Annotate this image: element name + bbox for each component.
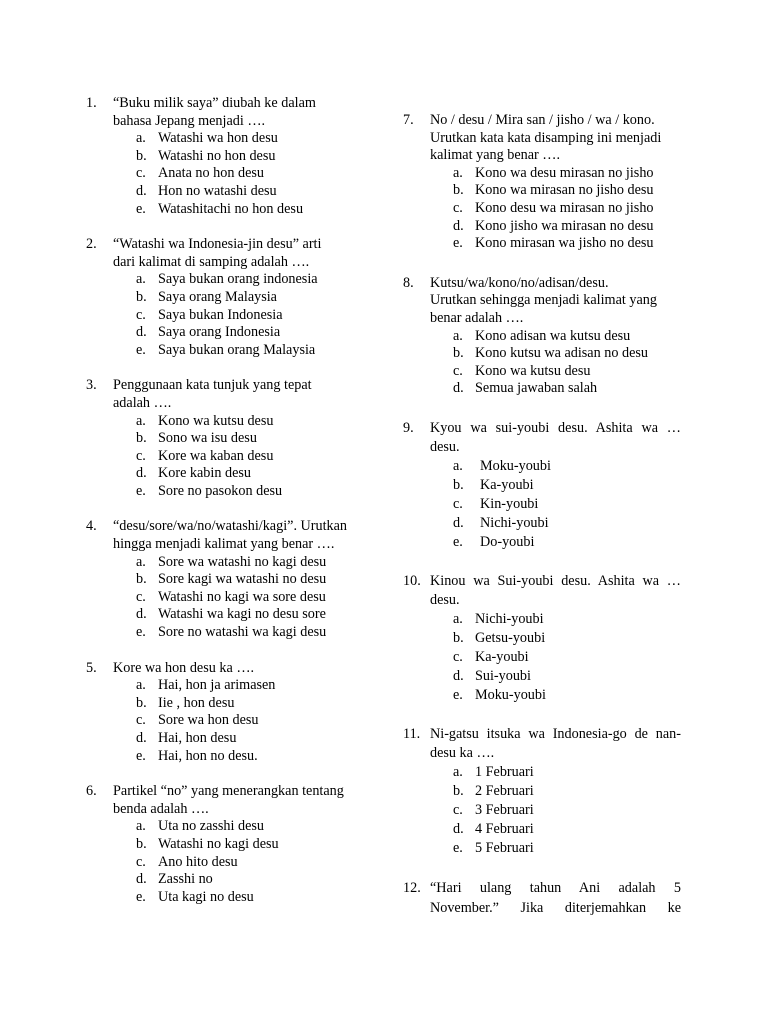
option-letter: b. bbox=[136, 430, 147, 447]
question-stem: Kore wa hon desu ka …. bbox=[113, 659, 255, 676]
option-text: Ano hito desu bbox=[158, 853, 238, 870]
option-letter: c. bbox=[453, 801, 463, 818]
question-stem: “Buku milik saya” diubah ke dalam bahasa Jepang menjadi …. bbox=[113, 95, 316, 129]
option-letter: e. bbox=[136, 624, 146, 641]
option-text: Sore no pasokon desu bbox=[158, 482, 283, 499]
option-letter: a. bbox=[453, 610, 463, 627]
option-e bbox=[430, 235, 681, 253]
option-text: 1 Februari bbox=[475, 763, 534, 780]
option-c bbox=[430, 495, 681, 514]
left-column bbox=[86, 95, 371, 906]
option-text: Watashitachi no hon desu bbox=[158, 200, 304, 217]
option-c bbox=[430, 648, 681, 667]
question-number: 3. bbox=[86, 377, 97, 394]
option-letter: d. bbox=[453, 514, 464, 531]
option-a bbox=[113, 677, 371, 695]
option-text: Watashi wa kagi no desu sore bbox=[158, 606, 326, 623]
question-stem: “desu/sore/wa/no/watashi/kagi”. Urutkan hingga menjadi kalimat yang benar …. bbox=[113, 518, 348, 553]
option-text: Semua jawaban salah bbox=[475, 380, 598, 397]
option-letter: d. bbox=[136, 871, 147, 888]
option-letter: e. bbox=[453, 235, 463, 252]
option-text: Uta no zasshi desu bbox=[158, 818, 264, 835]
option-letter: a. bbox=[136, 818, 146, 835]
option-d bbox=[113, 324, 371, 342]
question-number: 9. bbox=[403, 419, 414, 436]
question-8 bbox=[403, 275, 681, 398]
option-list bbox=[113, 677, 371, 765]
option-text: Iie , hon desu bbox=[158, 694, 235, 711]
option-text: Do-youbi bbox=[480, 533, 535, 550]
option-letter: d. bbox=[136, 606, 147, 623]
option-text: Sono wa isu desu bbox=[158, 430, 257, 447]
question-number: 1. bbox=[86, 95, 97, 111]
option-letter: d. bbox=[136, 730, 147, 746]
option-letter: c. bbox=[136, 853, 146, 870]
option-letter: a. bbox=[453, 763, 463, 780]
option-b bbox=[113, 289, 371, 307]
option-letter: d. bbox=[453, 667, 464, 684]
option-b bbox=[430, 345, 681, 363]
option-text: Sore wa watashi no kagi desu bbox=[158, 553, 327, 570]
option-text: 3 Februari bbox=[475, 801, 534, 818]
option-text: Kin-youbi bbox=[480, 495, 539, 512]
question-number: 4. bbox=[86, 518, 97, 535]
option-letter: b. bbox=[453, 345, 464, 362]
question-9 bbox=[403, 419, 681, 552]
option-c bbox=[113, 589, 371, 607]
option-list bbox=[113, 130, 371, 218]
question-number: 8. bbox=[403, 274, 414, 291]
option-letter: b. bbox=[136, 694, 147, 711]
option-e bbox=[113, 201, 371, 219]
option-list bbox=[430, 610, 681, 705]
option-text: Sore no watashi wa kagi desu bbox=[158, 624, 327, 641]
option-text: Hai, hon no desu. bbox=[158, 747, 258, 764]
question-stem: Kutsu/wa/kono/no/adisan/desu. Urutkan sehingga menjadi kalimat yang benar adalah …. bbox=[430, 274, 657, 326]
option-letter: c. bbox=[136, 588, 146, 605]
option-letter: d. bbox=[453, 217, 464, 234]
option-b bbox=[430, 182, 681, 200]
option-e bbox=[430, 533, 681, 552]
option-text: Getsu-youbi bbox=[475, 629, 546, 646]
option-text: Uta kagi no desu bbox=[158, 888, 254, 905]
option-letter: e. bbox=[453, 839, 463, 856]
question-7 bbox=[403, 112, 681, 253]
option-letter: d. bbox=[453, 820, 464, 837]
option-text: Nichi-youbi bbox=[475, 610, 544, 627]
option-text: Kono kutsu wa adisan no desu bbox=[475, 345, 648, 362]
option-b bbox=[113, 695, 371, 713]
option-a bbox=[430, 165, 681, 183]
option-text: Saya orang Malaysia bbox=[158, 288, 277, 305]
option-a bbox=[113, 413, 371, 431]
option-c bbox=[113, 165, 371, 183]
question-number: 6. bbox=[86, 783, 97, 800]
question-12 bbox=[403, 878, 681, 918]
option-b bbox=[113, 571, 371, 589]
option-c bbox=[113, 854, 371, 872]
option-letter: a. bbox=[453, 327, 463, 344]
option-letter: e. bbox=[136, 482, 146, 499]
option-d bbox=[430, 218, 681, 236]
option-text: Hon no watashi desu bbox=[158, 182, 277, 199]
question-number: 10. bbox=[403, 572, 421, 589]
option-letter: c. bbox=[453, 362, 463, 379]
option-letter: c. bbox=[453, 495, 463, 512]
option-text: Saya bukan Indonesia bbox=[158, 306, 283, 323]
option-text: Zasshi no bbox=[158, 871, 213, 888]
option-text: Sore wa hon desu bbox=[158, 712, 259, 729]
option-a bbox=[430, 763, 681, 782]
option-list bbox=[113, 271, 371, 359]
option-text: Ka-youbi bbox=[475, 648, 529, 665]
question-stem: No / desu / Mira san / jisho / wa / kono. Urutkan kata kata disamping ini menjadi kalimat yang benar …. bbox=[430, 112, 662, 164]
option-a bbox=[113, 818, 371, 836]
option-text: Saya orang Indonesia bbox=[158, 324, 281, 341]
option-letter: a. bbox=[453, 457, 463, 474]
option-d bbox=[113, 871, 371, 889]
option-text: Kono desu wa mirasan no jisho bbox=[475, 199, 654, 216]
question-stem: “Hari ulang tahun Ani adalah 5 bbox=[430, 879, 681, 896]
question-10 bbox=[403, 572, 681, 705]
question-number: 5. bbox=[86, 659, 97, 676]
option-text: 4 Februari bbox=[475, 820, 534, 837]
option-letter: b. bbox=[136, 571, 147, 588]
question-11 bbox=[403, 725, 681, 858]
option-a bbox=[430, 457, 681, 476]
option-text: Kono wa desu mirasan no jisho bbox=[475, 164, 654, 181]
option-text: 5 Februari bbox=[475, 839, 534, 856]
option-b bbox=[430, 629, 681, 648]
option-text: Kore kabin desu bbox=[158, 465, 251, 482]
option-letter: d. bbox=[136, 465, 147, 482]
option-list bbox=[113, 554, 371, 642]
option-letter: e. bbox=[136, 747, 146, 764]
option-e bbox=[113, 624, 371, 642]
option-d bbox=[430, 820, 681, 839]
option-letter: b. bbox=[453, 476, 464, 493]
option-text: Saya bukan orang indonesia bbox=[158, 271, 318, 288]
question-6 bbox=[86, 783, 371, 906]
option-c bbox=[430, 801, 681, 820]
option-a bbox=[430, 610, 681, 629]
question-2 bbox=[86, 236, 371, 359]
option-c bbox=[113, 712, 371, 730]
option-letter: c. bbox=[136, 447, 146, 464]
option-e bbox=[113, 342, 371, 360]
option-d bbox=[113, 183, 371, 201]
option-b bbox=[430, 476, 681, 495]
option-letter: c. bbox=[136, 306, 146, 323]
option-c bbox=[113, 307, 371, 325]
option-d bbox=[113, 465, 371, 483]
question-number: 12. bbox=[403, 879, 421, 896]
question-stem-cont: desu ka …. bbox=[430, 744, 495, 761]
option-letter: d. bbox=[136, 182, 147, 199]
question-number: 2. bbox=[86, 236, 97, 253]
option-text: Kono wa kutsu desu bbox=[158, 412, 274, 429]
option-d bbox=[113, 606, 371, 624]
right-column bbox=[403, 112, 681, 918]
option-letter: a. bbox=[136, 553, 146, 570]
option-text: Watashi no hon desu bbox=[158, 147, 276, 164]
option-letter: e. bbox=[453, 686, 463, 703]
question-1 bbox=[86, 95, 371, 218]
question-stem-cont: November.” Jika diterjemahkan ke bbox=[430, 899, 681, 916]
question-number: 11. bbox=[403, 725, 421, 742]
option-letter: e. bbox=[136, 200, 146, 217]
option-letter: d. bbox=[136, 324, 147, 341]
question-stem-cont: desu. bbox=[430, 438, 460, 455]
option-e bbox=[113, 889, 371, 907]
question-stem-cont: desu. bbox=[430, 591, 460, 608]
option-b bbox=[113, 430, 371, 448]
option-b bbox=[113, 836, 371, 854]
option-text: Moku-youbi bbox=[480, 457, 551, 474]
option-e bbox=[430, 839, 681, 858]
option-e bbox=[430, 686, 681, 705]
option-b bbox=[113, 148, 371, 166]
option-text: Sui-youbi bbox=[475, 667, 531, 684]
option-letter: e. bbox=[136, 888, 146, 905]
option-letter: e. bbox=[136, 341, 146, 358]
option-letter: e. bbox=[453, 533, 463, 550]
option-text: Ka-youbi bbox=[480, 476, 534, 493]
option-list bbox=[430, 328, 681, 398]
option-e bbox=[113, 483, 371, 501]
option-a bbox=[113, 130, 371, 148]
option-list bbox=[430, 457, 681, 552]
option-text: 2 Februari bbox=[475, 782, 534, 799]
question-5 bbox=[86, 660, 371, 766]
option-letter: b. bbox=[136, 147, 147, 164]
option-e bbox=[113, 748, 371, 766]
option-c bbox=[430, 363, 681, 381]
option-text: Kono mirasan wa jisho no desu bbox=[475, 235, 654, 252]
option-letter: a. bbox=[136, 677, 146, 694]
option-text: Kono wa mirasan no jisho desu bbox=[475, 182, 654, 199]
option-letter: c. bbox=[453, 199, 463, 216]
question-stem: Partikel “no” yang menerangkan tentang benda adalah …. bbox=[113, 783, 344, 817]
option-text: Kono adisan wa kutsu desu bbox=[475, 327, 631, 344]
option-text: Watashi no kagi wa sore desu bbox=[158, 588, 326, 605]
option-letter: c. bbox=[453, 648, 463, 665]
option-d bbox=[430, 667, 681, 686]
option-a bbox=[113, 271, 371, 289]
question-number: 7. bbox=[403, 112, 414, 128]
option-text: Anata no hon desu bbox=[158, 165, 264, 182]
option-letter: a. bbox=[136, 130, 146, 147]
question-stem: Kyou wa sui-youbi desu. Ashita wa … bbox=[430, 419, 681, 436]
option-text: Hai, hon ja arimasen bbox=[158, 677, 276, 694]
option-a bbox=[113, 554, 371, 572]
option-text: Sore kagi wa watashi no desu bbox=[158, 571, 327, 588]
question-stem: Kinou wa Sui-youbi desu. Ashita wa … bbox=[430, 572, 681, 589]
option-letter: b. bbox=[136, 288, 147, 305]
question-stem: Penggunaan kata tunjuk yang tepat adalah …. bbox=[113, 377, 312, 411]
option-c bbox=[430, 200, 681, 218]
option-d bbox=[113, 730, 371, 748]
option-letter: a. bbox=[136, 412, 146, 429]
option-list bbox=[113, 413, 371, 501]
option-text: Kono jisho wa mirasan no desu bbox=[475, 217, 654, 234]
option-letter: c. bbox=[136, 712, 146, 729]
option-text: Saya bukan orang Malaysia bbox=[158, 341, 316, 358]
option-b bbox=[430, 782, 681, 801]
option-letter: a. bbox=[453, 164, 463, 181]
question-stem: “Watashi wa Indonesia-jin desu” arti dari kalimat di samping adalah …. bbox=[113, 236, 322, 270]
option-letter: d. bbox=[453, 380, 464, 397]
option-letter: c. bbox=[136, 165, 146, 182]
option-text: Watashi no kagi desu bbox=[158, 835, 279, 852]
option-list bbox=[113, 818, 371, 906]
option-letter: a. bbox=[136, 271, 146, 288]
option-a bbox=[430, 328, 681, 346]
option-list bbox=[430, 763, 681, 858]
option-letter: b. bbox=[453, 629, 464, 646]
option-d bbox=[430, 514, 681, 533]
option-c bbox=[113, 448, 371, 466]
option-text: Kore wa kaban desu bbox=[158, 447, 274, 464]
question-stem: Ni-gatsu itsuka wa Indonesia-go de nan- bbox=[430, 725, 681, 742]
option-d bbox=[430, 380, 681, 398]
option-letter: b. bbox=[136, 835, 147, 852]
option-text: Hai, hon desu bbox=[158, 730, 237, 746]
question-4 bbox=[86, 518, 371, 641]
option-letter: b. bbox=[453, 782, 464, 799]
option-text: Moku-youbi bbox=[475, 686, 546, 703]
option-list bbox=[430, 165, 681, 253]
option-text: Kono wa kutsu desu bbox=[475, 362, 591, 379]
question-3 bbox=[86, 377, 371, 500]
option-letter: b. bbox=[453, 182, 464, 199]
option-text: Watashi wa hon desu bbox=[158, 130, 278, 147]
option-text: Nichi-youbi bbox=[480, 514, 549, 531]
